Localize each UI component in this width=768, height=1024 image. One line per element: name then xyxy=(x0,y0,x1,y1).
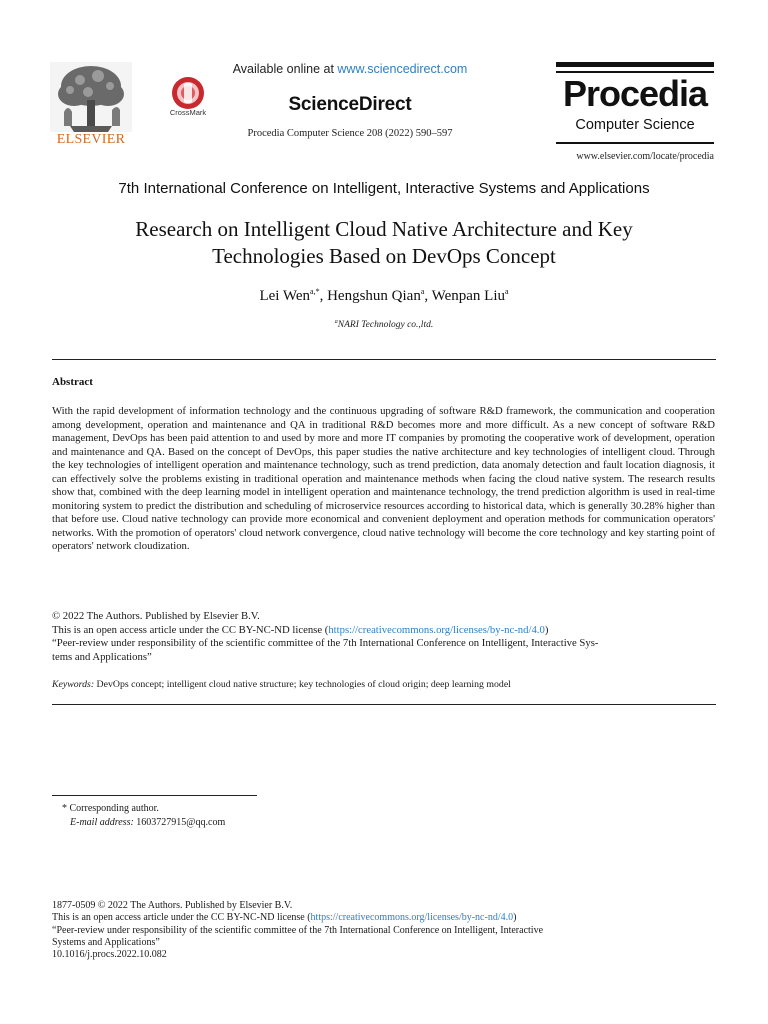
license-link[interactable]: https://creativecommons.org/licenses/by-nc-nd/4.0 xyxy=(328,623,545,636)
keywords xyxy=(52,679,715,690)
bottom-license-suffix: ) xyxy=(513,912,517,924)
divider-top xyxy=(52,359,716,360)
bottom-info xyxy=(52,900,715,961)
affiliation-text: NARI Technology co.,ltd. xyxy=(337,320,434,331)
bottom-license-line xyxy=(52,912,715,924)
keywords-label: Keywords: xyxy=(52,679,95,690)
license-suffix: ) xyxy=(544,623,549,636)
author-name: Hengshun Qian xyxy=(327,288,421,304)
peer-review-line-2: tems and Applications” xyxy=(52,650,152,663)
abstract-body: With the rapid development of information technology and the continuous upgrading of software R&D framework, the communication and cooperation among development, operation and maintenance and QA in traditional R&D becomes more and more difficult. As a new concept of software R&D management, DevOps has been paid attention to and used by more and more IT companies by promoting the cooperative work of development, operation and maintenance and QA. Based on the concept of DevOps, this paper studies the native architecture and key technologies of intelligent cloud. Through the key technologies of intelligent operation and maintenance technology, such as trend prediction, data anomaly detection and fault location diagnosis, it can effectively solve the problems existing in traditional operation and maintenance methods when facing the cloud native system. The research results show that, combined with the deep learning model in intelligent operation and maintenance technology, the trend prediction algorithm is used in real-time monitoring system to predict the distribution and scheduling of microservice resources according to historical data, which is generally 30.28% higher than that before use. Cloud native technology can provide more economical and convenient deployment and operation methods for communication operators' networks. With the promotion of operators' cloud network convergence, cloud native technology will become the core technology and key starting point of operators' network cloudization. xyxy=(52,405,715,552)
procedia-site-link[interactable]: www.elsevier.com/locate/procedia xyxy=(576,151,714,162)
available-prefix: Available online at xyxy=(232,62,338,76)
doi[interactable]: 10.1016/j.procs.2022.10.082 xyxy=(52,949,167,961)
procedia-rule-bottom xyxy=(556,142,714,144)
footnote xyxy=(62,802,225,830)
keywords-text: DevOps concept; intelligent cloud native structure; key technologies of cloud origin; deep learning model xyxy=(94,679,511,690)
procedia-title: Procedia xyxy=(562,73,708,114)
sciencedirect-brand: ScienceDirect xyxy=(288,94,412,115)
author-superscript: a,* xyxy=(310,287,320,296)
footnote-rule xyxy=(52,795,257,796)
conference-name: 7th International Conference on Intelligent, Interactive Systems and Applications xyxy=(118,180,650,197)
bottom-license-link[interactable]: https://creativecommons.org/licenses/by-nc-nd/4.0 xyxy=(310,912,514,924)
license-line xyxy=(52,624,715,638)
affiliation-superscript: a xyxy=(334,319,338,325)
abstract-heading: Abstract xyxy=(52,376,93,388)
procedia-subtitle: Computer Science xyxy=(575,117,695,133)
issn-line: 1877-0509 © 2022 The Authors. Published by Elsevier B.V. xyxy=(52,900,293,911)
email-label: E-mail address: xyxy=(70,817,134,828)
author-name: Lei Wen xyxy=(259,288,311,304)
procedia-rule-top xyxy=(556,62,714,67)
title-line-2: Technologies Based on DevOps Concept xyxy=(212,244,556,268)
bottom-license-prefix: This is an open access article under the CC BY-NC-ND license ( xyxy=(52,912,311,924)
elsevier-wordmark: ELSEVIER xyxy=(56,132,126,147)
peer-review-line-1: “Peer-review under responsibility of the scientific committee of the 7th International Conference on Intelligent, Interactive Sys- xyxy=(52,637,599,649)
procedia-logo xyxy=(556,62,714,146)
author-superscript: a xyxy=(505,287,509,296)
title-line-1: Research on Intelligent Cloud Native Architecture and Key xyxy=(135,217,633,241)
sciencedirect-link[interactable]: www.sciencedirect.com xyxy=(337,62,468,76)
license-prefix: This is an open access article under the CC BY-NC-ND license ( xyxy=(52,623,329,636)
bottom-peer-review-line-2: Systems and Applications” xyxy=(52,936,160,948)
affiliation xyxy=(70,319,698,330)
available-online xyxy=(200,62,500,76)
crossmark-label: CrossMark xyxy=(169,108,207,117)
author-superscript: a xyxy=(420,287,425,296)
author-name: Wenpan Liu xyxy=(431,288,505,304)
copyright-line: © 2022 The Authors. Published by Elsevier B.V. xyxy=(52,610,260,622)
email-address[interactable]: 1603727915@qq.com xyxy=(133,817,226,828)
bottom-peer-review-line-1: “Peer-review under responsibility of the scientific committee of the 7th International Conference on Intelligent, Interactive xyxy=(52,924,544,936)
corresponding-author: * Corresponding author. xyxy=(62,803,159,814)
divider-bottom xyxy=(52,704,716,705)
email-line xyxy=(62,816,225,830)
copyright-block xyxy=(52,610,715,664)
paper-title xyxy=(70,216,698,270)
journal-reference: Procedia Computer Science 208 (2022) 590–597 xyxy=(247,128,453,139)
author-list: Lei Wen$^{a,*}$, Hengshun Qian$^a$, Wenpan Liu$^a$ xyxy=(259,287,509,304)
